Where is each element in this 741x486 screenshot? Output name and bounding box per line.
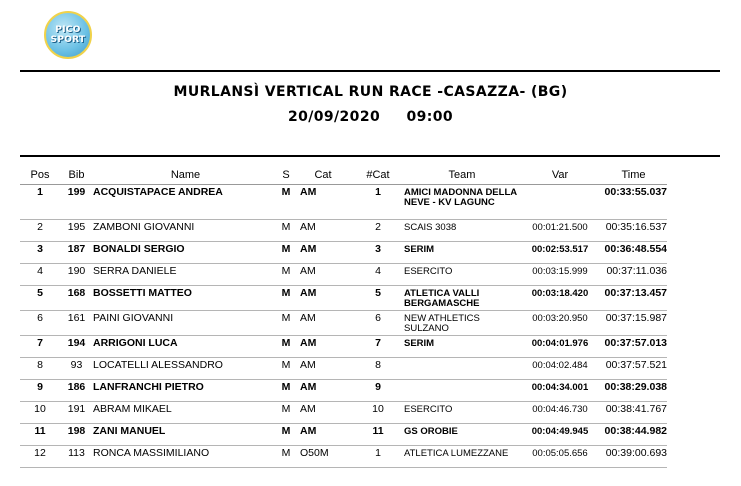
bib-cell: 198 <box>60 424 93 446</box>
sex-cell: M <box>278 311 294 336</box>
table-row <box>20 220 667 242</box>
table-row <box>20 424 667 446</box>
cat-cell: O50M <box>294 446 352 468</box>
table-row <box>20 446 667 468</box>
var-cell: 00:03:20.950 <box>520 311 600 336</box>
pos-cell: 12 <box>20 446 60 468</box>
cat-cell: AM <box>294 242 352 264</box>
var-cell: 00:03:18.420 <box>520 286 600 311</box>
table-row <box>20 185 667 220</box>
name-cell: LANFRANCHI PIETRO <box>93 380 278 402</box>
pos-cell: 3 <box>20 242 60 264</box>
logo-text-line2: SPORT <box>50 35 86 45</box>
catpos-cell: 6 <box>352 311 404 336</box>
var-cell: 00:02:53.517 <box>520 242 600 264</box>
catpos-cell: 8 <box>352 358 404 380</box>
time-cell: 00:38:29.038 <box>600 380 667 402</box>
time-cell: 00:36:48.554 <box>600 242 667 264</box>
pos-cell: 10 <box>20 402 60 424</box>
cat-cell: AM <box>294 311 352 336</box>
cat-cell: AM <box>294 358 352 380</box>
pos-cell: 11 <box>20 424 60 446</box>
sex-cell: M <box>278 358 294 380</box>
col-team: Team <box>404 166 520 185</box>
var-cell <box>520 185 600 220</box>
cat-cell: AM <box>294 220 352 242</box>
col-sex: S <box>278 166 294 185</box>
sex-cell: M <box>278 424 294 446</box>
bib-cell: 168 <box>60 286 93 311</box>
table-header-row <box>20 166 667 185</box>
pos-cell: 9 <box>20 380 60 402</box>
team-cell: SERIM <box>404 242 520 264</box>
name-cell: ARRIGONI LUCA <box>93 336 278 358</box>
time-cell: 00:37:13.457 <box>600 286 667 311</box>
name-cell: ZANI MANUEL <box>93 424 278 446</box>
var-cell: 00:03:15.999 <box>520 264 600 286</box>
time-cell: 00:37:11.036 <box>600 264 667 286</box>
cat-cell: AM <box>294 286 352 311</box>
pos-cell: 8 <box>20 358 60 380</box>
sex-cell: M <box>278 220 294 242</box>
var-cell: 00:04:01.976 <box>520 336 600 358</box>
var-cell: 00:05:05.656 <box>520 446 600 468</box>
catpos-cell: 1 <box>352 446 404 468</box>
catpos-cell: 11 <box>352 424 404 446</box>
col-cat: Cat <box>294 166 352 185</box>
catpos-cell: 9 <box>352 380 404 402</box>
sex-cell: M <box>278 264 294 286</box>
team-cell: ESERCITO <box>404 402 520 424</box>
name-cell: ACQUISTAPACE ANDREA <box>93 185 278 220</box>
time-cell: 00:37:57.013 <box>600 336 667 358</box>
team-cell: AMICI MADONNA DELLA NEVE - KV LAGUNC <box>404 185 520 220</box>
race-title: MURLANSÌ VERTICAL RUN RACE -CASAZZA- (BG) <box>173 84 568 100</box>
var-cell: 00:04:34.001 <box>520 380 600 402</box>
sex-cell: M <box>278 185 294 220</box>
time-cell: 00:33:55.037 <box>600 185 667 220</box>
table-row <box>20 264 667 286</box>
team-cell: SCAIS 3038 <box>404 220 520 242</box>
pos-cell: 7 <box>20 336 60 358</box>
table-row <box>20 380 667 402</box>
team-cell <box>404 380 520 402</box>
cat-cell: AM <box>294 264 352 286</box>
catpos-cell: 2 <box>352 220 404 242</box>
col-bib: Bib <box>60 166 93 185</box>
cat-cell: AM <box>294 380 352 402</box>
cat-cell: AM <box>294 424 352 446</box>
results-table <box>20 166 667 468</box>
bib-cell: 187 <box>60 242 93 264</box>
name-cell: ABRAM MIKAEL <box>93 402 278 424</box>
name-cell: SERRA DANIELE <box>93 264 278 286</box>
catpos-cell: 7 <box>352 336 404 358</box>
sex-cell: M <box>278 446 294 468</box>
name-cell: ZAMBONI GIOVANNI <box>93 220 278 242</box>
pos-cell: 5 <box>20 286 60 311</box>
name-cell: RONCA MASSIMILIANO <box>93 446 278 468</box>
bib-cell: 190 <box>60 264 93 286</box>
table-row <box>20 242 667 264</box>
sex-cell: M <box>278 336 294 358</box>
catpos-cell: 4 <box>352 264 404 286</box>
col-time: Time <box>600 166 667 185</box>
sex-cell: M <box>278 242 294 264</box>
logo-text-line1: PICO <box>55 25 81 35</box>
time-cell: 00:37:15.987 <box>600 311 667 336</box>
time-cell: 00:38:44.982 <box>600 424 667 446</box>
sex-cell: M <box>278 402 294 424</box>
table-row <box>20 336 667 358</box>
table-row <box>20 311 667 336</box>
sex-cell: M <box>278 286 294 311</box>
cat-cell: AM <box>294 185 352 220</box>
team-cell: SERIM <box>404 336 520 358</box>
var-cell: 00:04:49.945 <box>520 424 600 446</box>
catpos-cell: 3 <box>352 242 404 264</box>
bib-cell: 199 <box>60 185 93 220</box>
time-cell: 00:35:16.537 <box>600 220 667 242</box>
var-cell: 00:04:02.484 <box>520 358 600 380</box>
bib-cell: 161 <box>60 311 93 336</box>
name-cell: BONALDI SERGIO <box>93 242 278 264</box>
catpos-cell: 10 <box>352 402 404 424</box>
name-cell: PAINI GIOVANNI <box>93 311 278 336</box>
var-cell: 00:04:46.730 <box>520 402 600 424</box>
bib-cell: 194 <box>60 336 93 358</box>
name-cell: BOSSETTI MATTEO <box>93 286 278 311</box>
pos-cell: 4 <box>20 264 60 286</box>
name-cell: LOCATELLI ALESSANDRO <box>93 358 278 380</box>
catpos-cell: 1 <box>352 185 404 220</box>
col-pos: Pos <box>20 166 60 185</box>
bib-cell: 186 <box>60 380 93 402</box>
team-cell: GS OROBIE <box>404 424 520 446</box>
bib-cell: 191 <box>60 402 93 424</box>
var-cell: 00:01:21.500 <box>520 220 600 242</box>
time-cell: 00:39:00.693 <box>600 446 667 468</box>
time-cell: 00:37:57.521 <box>600 358 667 380</box>
pos-cell: 2 <box>20 220 60 242</box>
col-catpos: #Cat <box>352 166 404 185</box>
sex-cell: M <box>278 380 294 402</box>
catpos-cell: 5 <box>352 286 404 311</box>
table-row <box>20 402 667 424</box>
team-cell <box>404 358 520 380</box>
cat-cell: AM <box>294 336 352 358</box>
col-var: Var <box>520 166 600 185</box>
bib-cell: 113 <box>60 446 93 468</box>
bib-cell: 195 <box>60 220 93 242</box>
bib-cell: 93 <box>60 358 93 380</box>
top-divider <box>20 70 720 72</box>
pos-cell: 6 <box>20 311 60 336</box>
race-datetime: 20/09/2020 09:00 <box>287 109 454 125</box>
team-cell: NEW ATHLETICS SULZANO <box>404 311 520 336</box>
col-name: Name <box>93 166 278 185</box>
pico-sport-logo <box>44 11 92 59</box>
table-row <box>20 358 667 380</box>
table-row <box>20 286 667 311</box>
team-cell: ATLETICA LUMEZZANE <box>404 446 520 468</box>
pos-cell: 1 <box>20 185 60 220</box>
header-divider <box>20 155 720 157</box>
time-cell: 00:38:41.767 <box>600 402 667 424</box>
team-cell: ATLETICA VALLI BERGAMASCHE <box>404 286 520 311</box>
cat-cell: AM <box>294 402 352 424</box>
team-cell: ESERCITO <box>404 264 520 286</box>
